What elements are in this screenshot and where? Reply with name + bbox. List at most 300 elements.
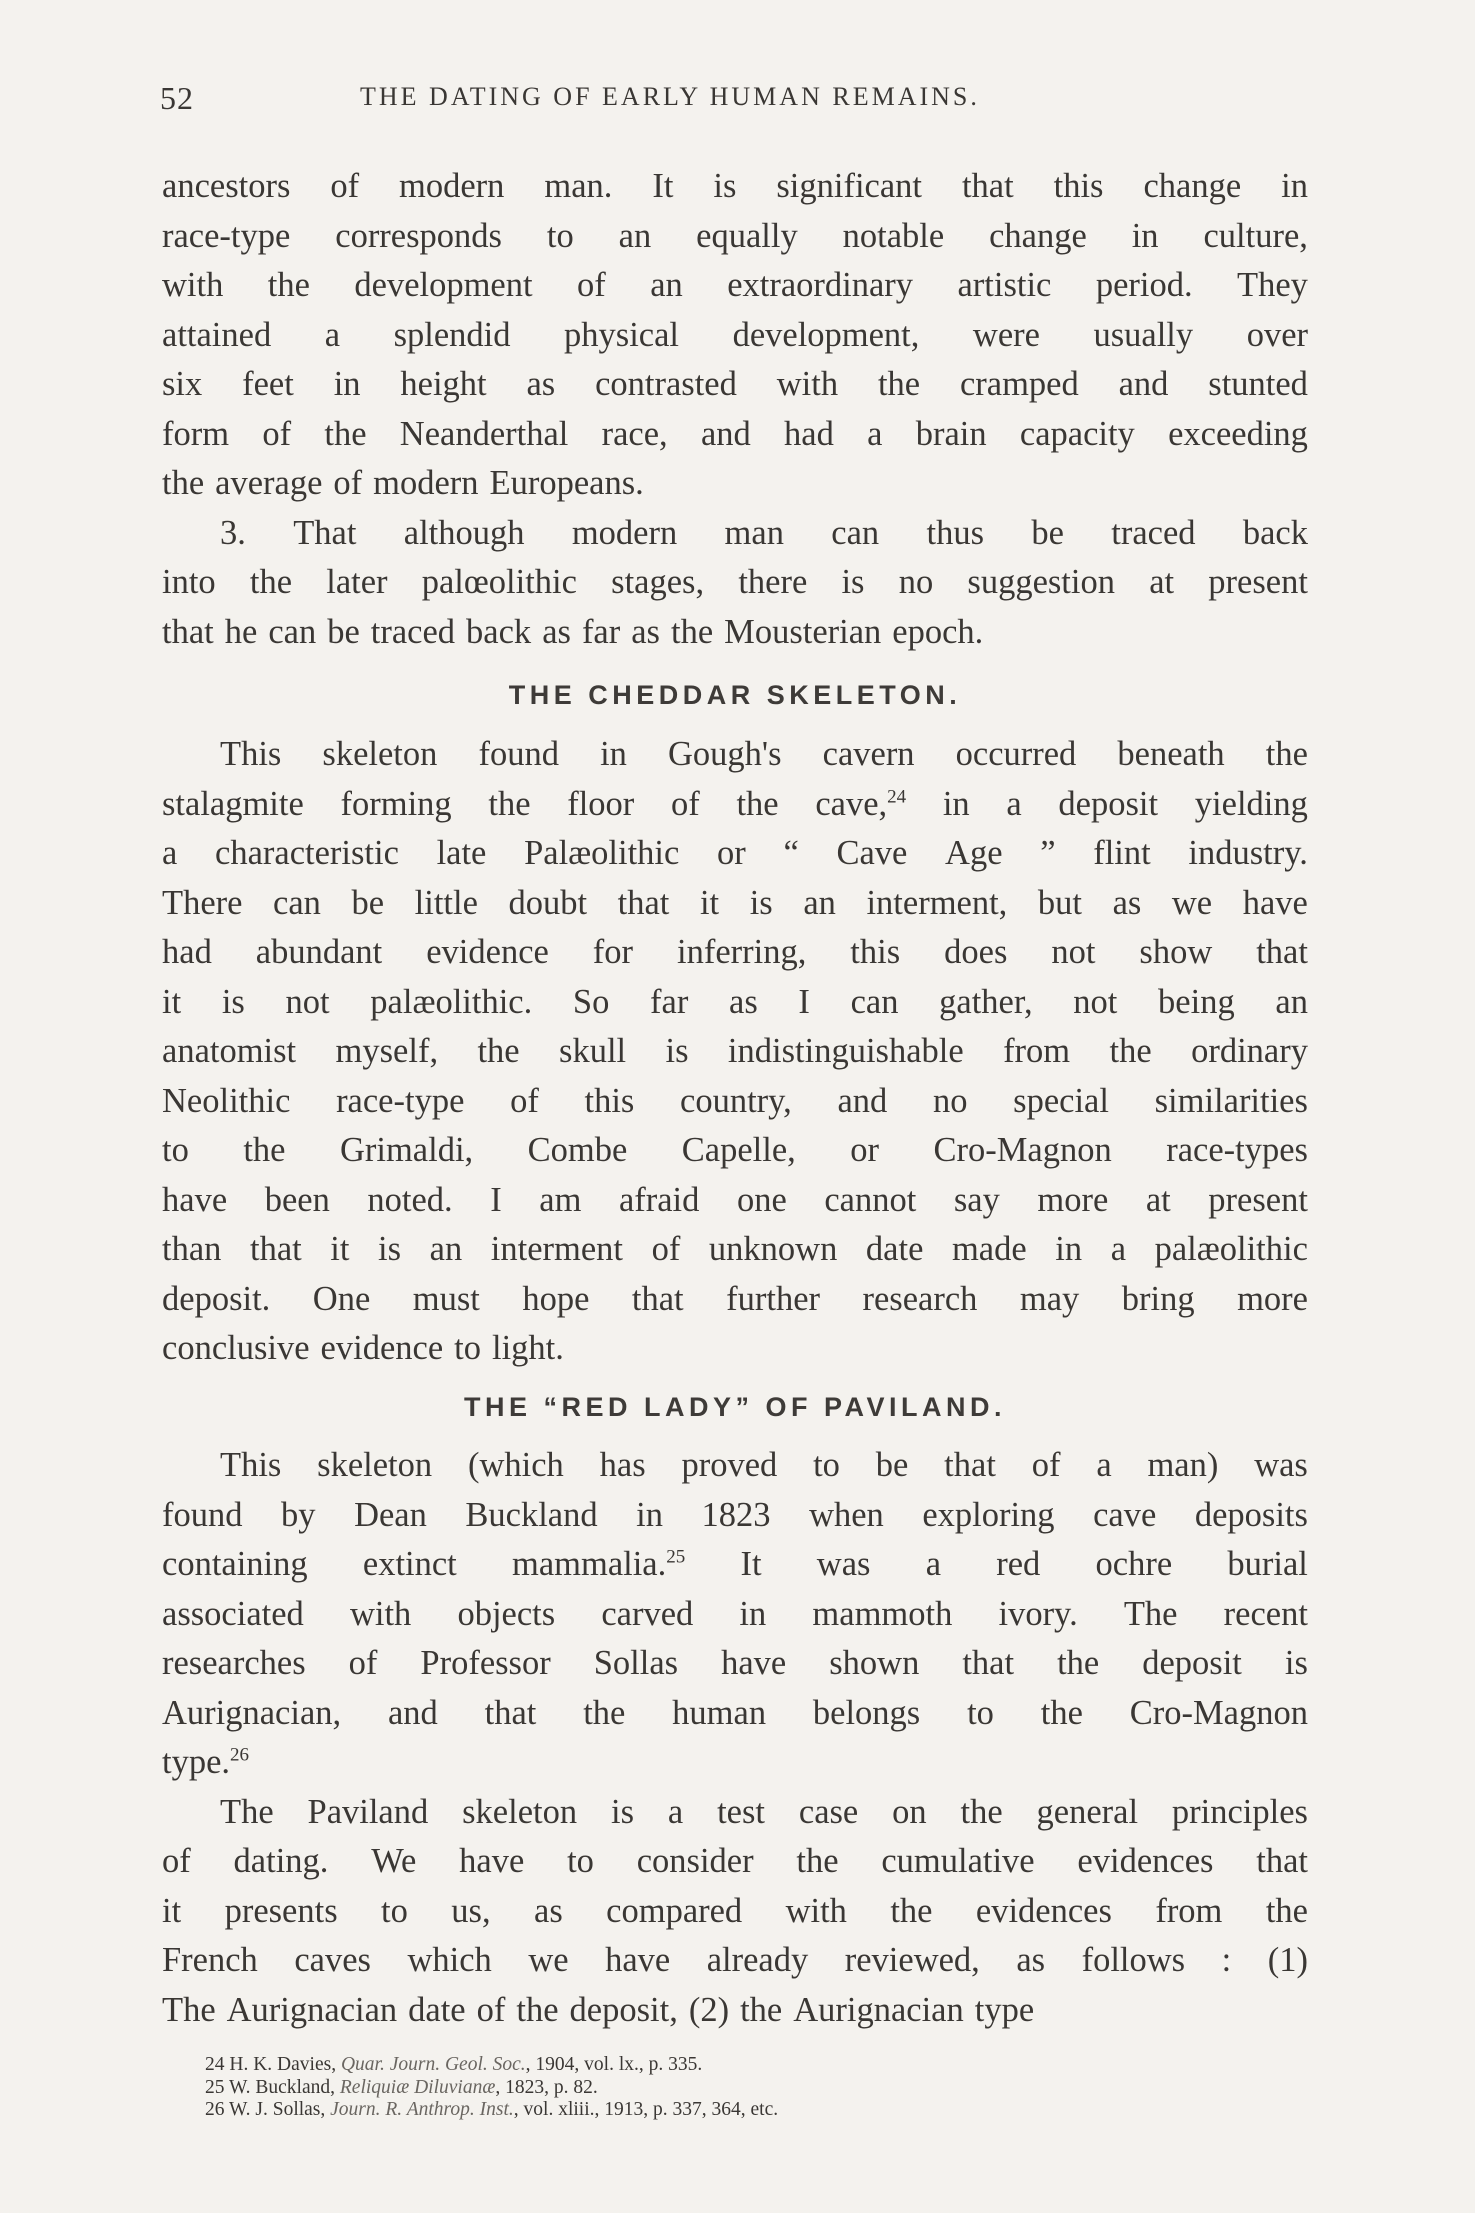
paragraph-block-paviland [162,1441,1308,2035]
footnote [205,2099,778,2122]
word: he [224,612,258,651]
word: deposit [1058,784,1159,823]
word: case [798,1792,859,1831]
word: race-type [336,1081,465,1120]
word: traced [1111,513,1196,552]
word: present [1208,1180,1308,1219]
word: (2) [688,1990,730,2029]
word: bring [1121,1279,1195,1318]
word: significant [776,167,922,205]
word: the [670,612,714,651]
word: the [736,784,779,823]
word: was [816,1545,871,1583]
word: principles [1171,1792,1308,1831]
word: Gough's [667,735,782,773]
word: a [925,1545,942,1583]
word: (1) [1267,1941,1308,1979]
word: compared [606,1891,743,1930]
word: Aurignacian [793,1990,964,2029]
word: can [850,982,899,1021]
word: back [1242,513,1308,552]
word: physical [564,315,680,354]
text-line [162,1275,1308,1325]
word: consider [636,1842,754,1880]
word: Combe [527,1131,628,1169]
word: far [581,612,621,651]
word: not [1073,982,1118,1021]
word: Palæolithic [524,834,680,872]
word: the [324,414,367,453]
word: evidence [426,933,549,971]
page-number: 52 [160,80,194,116]
word: and [700,414,751,453]
word: the [516,1990,559,2029]
word: to [381,1891,408,1930]
word: skeleton [462,1792,578,1831]
word: So [572,982,610,1021]
word: deposit. [162,1279,271,1318]
text-line [162,1027,1308,1077]
word: yielding [1194,784,1308,823]
word: There [162,883,243,922]
text-line [162,459,1308,509]
word: light. [491,1329,564,1367]
word: cramped [959,365,1079,403]
word: of [476,1990,506,2029]
word: containing [162,1545,308,1583]
word: researches [162,1644,306,1682]
word: in [636,1495,663,1534]
word: One [312,1279,371,1318]
word: industry. [1188,834,1308,872]
word: far [650,982,689,1021]
word: it [162,1891,182,1930]
word: The [162,1990,216,2029]
word: although [403,513,525,552]
word: 1823 [701,1495,771,1534]
word: than [162,1230,222,1268]
word: Aurignacian [226,1990,398,2029]
word: is [665,1032,689,1070]
word: Cave [836,834,908,872]
footnote-ref: 24 [887,786,907,807]
text-line [162,1788,1308,1838]
word: in [739,1594,767,1633]
word: can [831,513,880,552]
word: little [414,883,478,922]
word: noted. [367,1180,453,1219]
word: Capelle, [681,1131,796,1169]
word: thus [926,513,985,552]
word: race-type [162,216,291,255]
text-line [162,1491,1308,1541]
word: human [672,1693,767,1732]
word: as [1112,883,1142,922]
word: an [618,216,652,255]
word: country, [680,1081,792,1120]
word: It [740,1545,762,1583]
word: They [1237,266,1308,304]
word: that [631,1279,684,1318]
word: stages, [611,563,705,601]
word: a [1006,784,1022,823]
word: beneath [1117,735,1225,773]
word: one [736,1180,787,1219]
word: may [1019,1279,1080,1318]
word: the [488,784,531,823]
word: Professor [420,1644,551,1682]
word: deposits [1194,1495,1308,1534]
footnote-journal: Quar. Journ. Geol. Soc. [340,2054,526,2075]
word: at [1149,563,1175,601]
section-heading-paviland: THE “RED LADY” OF PAVILAND. [463,1392,1006,1422]
word: mammalia.$^{25}$ [512,1545,686,1583]
word: as [534,1891,563,1930]
word: average [215,464,323,502]
footnote-author: 26 W. J. Sollas, [205,2099,331,2120]
word: in [333,365,361,403]
word: extinct [362,1545,457,1583]
word: forming [340,784,452,823]
running-head [160,80,1320,116]
word: present [1208,563,1308,601]
text-line [162,1837,1308,1887]
footnote-citation: , vol. xliii., 1913, p. 337, 364, etc. [513,2099,779,2120]
text-line [162,212,1308,262]
word: is [221,982,245,1021]
word: further [726,1279,820,1318]
word: conclusive [162,1329,310,1367]
word: man. [544,167,613,205]
word: interment, [866,883,1008,922]
word: We [371,1842,417,1880]
word: evidence [320,1329,444,1367]
footnote-journal: Journ. R. Anthrop. Inst. [330,2099,514,2120]
word: epoch. [892,612,984,651]
word: Buckland [465,1495,598,1534]
word: the [796,1842,839,1880]
word: as [729,982,758,1021]
word: to [567,1842,594,1880]
word: been [264,1180,330,1219]
word: mammoth [812,1594,953,1633]
word: that [617,883,670,922]
word: skeleton [322,735,438,773]
word: palæolithic [1154,1230,1308,1268]
word: an [429,1230,463,1268]
word: late [436,834,487,872]
word: into [162,563,216,601]
footnote-author: 24 H. K. Davies, [205,2054,341,2075]
word: splendid [393,315,511,354]
word: of [262,414,292,453]
word: Dean [354,1495,427,1534]
word: in [1131,216,1159,255]
word: at [1145,1180,1171,1219]
word: of [577,266,606,304]
word: the [583,1693,626,1732]
word: must [412,1279,480,1318]
word: the [960,1792,1003,1831]
word: the [1057,1644,1100,1682]
word: made [951,1230,1027,1268]
word: belongs [812,1693,921,1732]
word: over [1246,315,1308,354]
text-line [162,1176,1308,1226]
word: is [713,167,737,205]
word: an [1275,982,1308,1021]
word: Aurignacian, [162,1693,342,1732]
word: inferring, [677,933,807,971]
word: already [706,1941,809,1979]
word: six [162,365,203,403]
word: is [378,1230,402,1268]
word: anatomist [162,1032,297,1070]
word: cave [1093,1495,1157,1534]
word: red [996,1545,1041,1583]
word: to [162,1131,189,1169]
text-line [162,829,1308,879]
word: a [1110,1230,1127,1268]
word: date [408,1990,466,2029]
word: not [1051,933,1096,971]
word: this [850,933,901,971]
word: burial [1227,1545,1308,1583]
word: more [1237,1279,1308,1318]
footnote-journal: Reliquiæ Diluvianæ [339,2076,496,2098]
word: notable [842,216,945,255]
word: that [1256,933,1308,971]
word: That [293,513,357,552]
text-line [162,1738,1308,1788]
word: myself, [335,1032,439,1070]
word: had [162,933,212,971]
word: that [249,1230,302,1268]
word: traced [370,612,456,651]
word: the [877,365,921,403]
word: from [1155,1891,1223,1930]
word: be [1031,513,1064,552]
word: objects [457,1594,556,1633]
word: of [1031,1446,1061,1484]
word: test [717,1792,765,1831]
word: the [1265,735,1308,773]
word: for [592,933,634,971]
word: or [717,834,746,872]
word: form [162,414,230,453]
word: evidences [1077,1842,1214,1880]
word: doubt [508,883,588,922]
word: the [1040,1693,1083,1732]
word: an [803,883,836,922]
word: be [875,1446,909,1484]
word: ivory. [998,1594,1078,1633]
word: of [671,784,700,823]
word: in [942,784,970,823]
word: from [1003,1032,1071,1070]
word: general [1036,1792,1139,1831]
word: is [841,563,865,601]
word: Neolithic [162,1081,291,1120]
word: this [584,1081,635,1120]
word: we [528,1941,569,1979]
word: change [989,216,1087,255]
word: floor [567,784,635,823]
word: date [865,1230,924,1268]
word: found [162,1495,243,1534]
word: height [400,365,487,403]
word: similarities [1154,1081,1308,1120]
word: exploring [922,1495,1055,1534]
word: that [962,1644,1015,1682]
word: special [1013,1081,1109,1120]
word: the [162,464,205,502]
text-line [162,730,1308,780]
word: more [1037,1180,1109,1219]
word: that [1256,1842,1308,1880]
word: found [478,735,559,773]
word: “ [783,834,799,872]
word: it [330,1230,350,1268]
word: that [162,612,214,651]
word: this [1053,167,1104,205]
word: with [349,1594,412,1633]
word: Paviland [307,1792,429,1831]
word: to [546,216,574,255]
word: back [466,612,532,651]
word: attained [162,315,272,354]
word: later [326,563,388,601]
word: with [162,266,224,304]
word: dating. [233,1842,329,1880]
text-line [162,608,1308,658]
paragraph-block-cheddar [162,730,1308,1374]
word: ancestors [162,167,291,205]
word: It [652,167,674,205]
word: is [610,1792,634,1831]
word: ” [1040,834,1056,872]
text-line [162,1590,1308,1640]
word: a [867,414,883,453]
word: am [539,1180,582,1219]
text-line [162,162,1308,212]
footnote-author: 25 W. Buckland, [205,2076,340,2098]
word: were [972,315,1040,354]
footnote [205,2054,778,2077]
word: with [776,365,839,403]
word: but [1037,883,1082,922]
word: artistic [957,266,1052,304]
word: the [740,1990,783,2029]
word: of [651,1230,681,1268]
word: and [1118,365,1169,403]
word: type [974,1990,1035,2029]
word: proved [681,1446,778,1484]
text-line [162,1639,1308,1689]
word: deposit [1142,1644,1242,1682]
word: as [631,612,660,651]
word: cave,$^{24}$ [815,784,907,823]
word: to [967,1693,994,1732]
text-line [162,558,1308,608]
text-line [162,978,1308,1028]
word: us, [451,1891,491,1930]
word: an [650,266,683,304]
word: in [1281,167,1308,205]
word: characteristic [215,834,399,872]
word: 3. [220,513,246,552]
word: deposit, [569,1990,678,2029]
word: interment [490,1230,624,1268]
word: follows [1081,1941,1186,1979]
word: in [600,735,627,773]
text-line [162,410,1308,460]
word: Cro-Magnon [933,1131,1112,1169]
word: is [749,883,773,922]
text-line [162,509,1308,559]
word: the [249,563,293,601]
text-line [162,311,1308,361]
word: abundant [255,933,383,971]
word: of [162,1842,191,1880]
word: Mousterian [724,612,882,651]
word: palæolithic. [370,982,533,1021]
text-line [162,879,1308,929]
word: The [220,1792,274,1831]
text-line [162,1986,1308,2036]
word: that [484,1693,537,1732]
word: (which [467,1446,564,1484]
word: of [330,167,360,205]
word: I [798,982,810,1021]
text-line [162,1540,1308,1590]
word: modern [373,464,479,502]
word: cannot [824,1180,917,1219]
word: cumulative [881,1842,1035,1880]
word: in [1055,1230,1083,1268]
word: be [327,612,360,651]
word: no [898,563,934,601]
word: research [862,1279,978,1318]
word: that [961,167,1014,205]
running-title: THE DATING OF EARLY HUMAN REMAINS. [360,82,980,111]
word: race-types [1166,1131,1308,1169]
word: culture, [1203,216,1308,255]
word: stunted [1208,365,1308,403]
word: as [1016,1941,1046,1979]
word: to [454,1329,481,1367]
footnotes [205,2054,778,2122]
word: : [1221,1941,1232,1979]
word: suggestion [967,563,1115,601]
word: have [1242,883,1308,922]
word: can [273,883,321,922]
word: skeleton [317,1446,433,1484]
word: it [162,982,182,1021]
text-line [162,1324,1308,1374]
word: and [837,1081,888,1120]
text-line [162,1077,1308,1127]
word: I [490,1180,502,1219]
footnote-citation: , 1823, p. 82. [495,2076,598,2098]
word: Age [945,834,1003,872]
word: indistinguishable [727,1032,964,1070]
word: feet [242,365,294,403]
word: have [721,1644,787,1682]
word: The [1123,1594,1178,1633]
word: modern [571,513,678,552]
word: exceeding [1168,414,1308,453]
